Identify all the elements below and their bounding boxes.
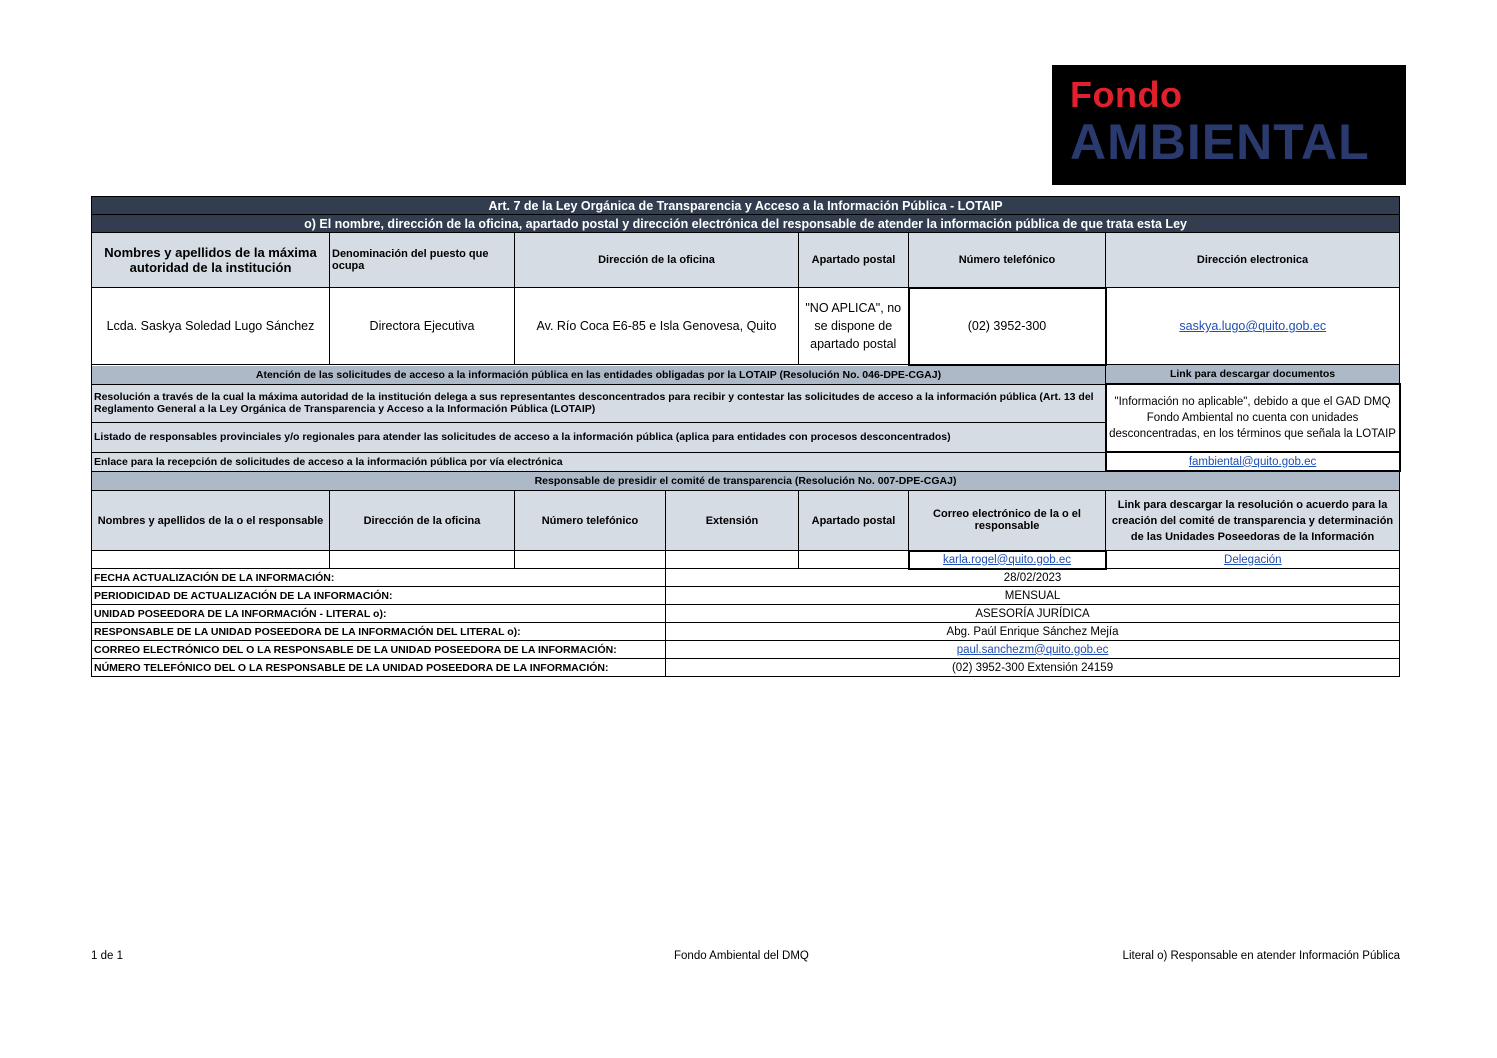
committee-postal xyxy=(799,551,909,569)
link-header: Link para descargar documentos xyxy=(1106,365,1400,385)
meta-label-periodicidad: PERIODICIDAD DE ACTUALIZACIÓN DE LA INFORMACIÓN: xyxy=(92,587,666,605)
committee-col-office: Dirección de la oficina xyxy=(330,491,515,551)
enlace-email-link[interactable]: fambiental@quito.gob.ec xyxy=(1188,455,1317,468)
authority-position: Directora Ejecutiva xyxy=(330,288,515,365)
authority-office: Av. Río Coca E6-85 e Isla Genovesa, Quito xyxy=(515,288,799,365)
logo-line-1: Fondo xyxy=(1070,74,1183,115)
footer-right: Literal o) Responsable en atender Información Pública xyxy=(1122,950,1400,962)
header-phone: Número telefónico xyxy=(909,233,1106,288)
committee-extension xyxy=(666,551,799,569)
fondo-ambiental-logo xyxy=(1052,65,1406,185)
committee-col-link: Link para descargar la resolución o acuerdo para la creación del comité de transparencia y determinación de las Unidades Poseedoras de la Información xyxy=(1106,491,1400,551)
header-postal: Apartado postal xyxy=(799,233,909,288)
meta-label-responsable: RESPONSABLE DE LA UNIDAD POSEEDORA DE LA INFORMACIÓN DEL LITERAL o): xyxy=(92,623,666,641)
committee-header: Responsable de presidir el comité de transparencia (Resolución No. 007-DPE-CGAJ) xyxy=(92,471,1400,491)
meta-label-unidad: UNIDAD POSEEDORA DE LA INFORMACIÓN - LITERAL o): xyxy=(92,605,666,623)
meta-value-fecha: 28/02/2023 xyxy=(666,569,1400,587)
table-title: Art. 7 de la Ley Orgánica de Transparencia y Acceso a la Información Pública - LOTAIP xyxy=(92,197,1400,215)
listado-row: Listado de responsables provinciales y/o regionales para atender las solicitudes de acceso a la información pública (aplica para entidades con procesos desconcentrados) xyxy=(92,422,1106,452)
committee-email-link[interactable]: karla.rogel@quito.gob.ec xyxy=(942,553,1072,566)
attention-header: Atención de las solicitudes de acceso a la información pública en las entidades obligadas por la LOTAIP (Resolución No. 046-DPE-CGAJ) xyxy=(92,365,1106,385)
committee-col-extension: Extensión xyxy=(666,491,799,551)
header-office: Dirección de la oficina xyxy=(515,233,799,288)
meta-label-fecha: FECHA ACTUALIZACIÓN DE LA INFORMACIÓN: xyxy=(92,569,666,587)
header-email: Dirección electronica xyxy=(1106,233,1400,288)
authority-phone: (02) 3952-300 xyxy=(909,288,1106,365)
authority-email-link[interactable]: saskya.lugo@quito.gob.ec xyxy=(1179,319,1327,333)
meta-label-correo: CORREO ELECTRÓNICO DEL O LA RESPONSABLE DE LA UNIDAD POSEEDORA DE LA INFORMACIÓN: xyxy=(92,641,666,659)
lotaip-table xyxy=(91,196,1401,677)
meta-value-correo-link[interactable]: paul.sanchezm@quito.gob.ec xyxy=(956,643,1109,656)
committee-col-email: Correo electrónico de la o el responsable xyxy=(909,491,1106,551)
meta-value-unidad: ASESORÍA JURÍDICA xyxy=(666,605,1400,623)
header-position: Denominación del puesto que ocupa xyxy=(330,233,515,288)
meta-label-telefono: NÚMERO TELEFÓNICO DEL O LA RESPONSABLE DE LA UNIDAD POSEEDORA DE LA INFORMACIÓN: xyxy=(92,659,666,677)
committee-phone xyxy=(515,551,666,569)
committee-name xyxy=(92,551,330,569)
delegacion-link[interactable]: Delegación xyxy=(1224,553,1282,566)
footer-page-number: 1 de 1 xyxy=(91,950,123,962)
not-applicable-note: "Información no aplicable", debido a que el GAD DMQ Fondo Ambiental no cuenta con unidades desconcentradas, en los términos que señala la LOTAIP xyxy=(1106,384,1400,452)
meta-value-responsable: Abg. Paúl Enrique Sánchez Mejía xyxy=(666,623,1400,641)
authority-postal: "NO APLICA", no se dispone de apartado postal xyxy=(799,288,909,365)
meta-value-periodicidad: MENSUAL xyxy=(666,587,1400,605)
resolution-row: Resolución a través de la cual la máxima autoridad de la institución delega a sus representantes desconcentrados para recibir y contestar las solicitudes de acceso a la información pública (Art. 13 del Reglamento General a la Ley Orgánica de Transparencia y Acceso a la Información Pública (LOTAIP) xyxy=(92,384,1106,422)
logo-line-2: AMBIENTAL xyxy=(1070,114,1370,170)
committee-col-phone: Número telefónico xyxy=(515,491,666,551)
committee-col-name: Nombres y apellidos de la o el responsable xyxy=(92,491,330,551)
header-authority-name: Nombres y apellidos de la máxima autoridad de la institución xyxy=(92,233,330,288)
footer-center: Fondo Ambiental del DMQ xyxy=(674,950,809,962)
enlace-row: Enlace para la recepción de solicitudes de acceso a la información pública por vía electrónica xyxy=(92,452,1106,471)
authority-name: Lcda. Saskya Soledad Lugo Sánchez xyxy=(92,288,330,365)
committee-col-postal: Apartado postal xyxy=(799,491,909,551)
table-subtitle: o) El nombre, dirección de la oficina, apartado postal y dirección electrónica del responsable de atender la información pública de que trata esta Ley xyxy=(92,215,1400,233)
committee-office xyxy=(330,551,515,569)
meta-value-telefono: (02) 3952-300 Extensión 24159 xyxy=(666,659,1400,677)
